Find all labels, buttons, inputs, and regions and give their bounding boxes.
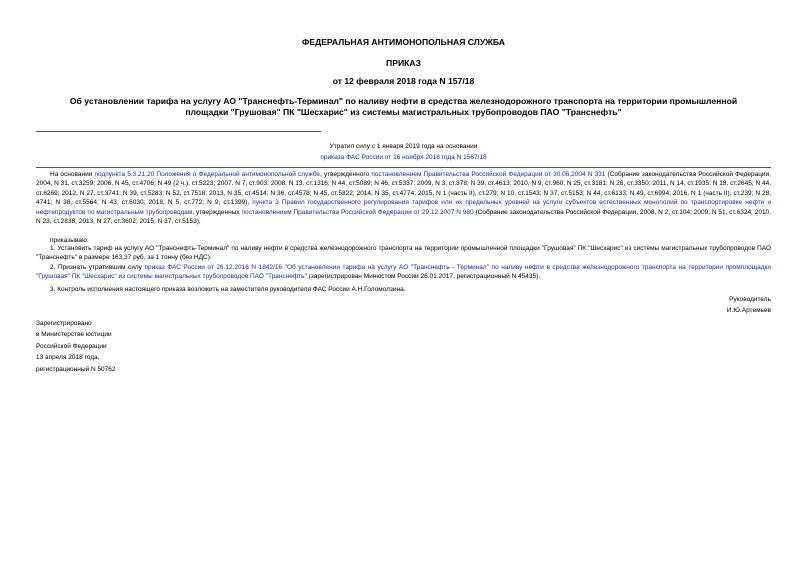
title-line-2: площадки "Грушовая" ПК "Шесхарис" из системы магистральных трубопроводов ПАО "Транснефть" xyxy=(185,106,622,117)
repeal-order-link[interactable]: приказа ФАС России от 16 ноября 2018 года N 1567/18 xyxy=(320,154,487,161)
date-number-heading: от 12 февраля 2018 года N 157/18 xyxy=(332,76,475,86)
order-item-1: 1. Установить тариф на услугу АО "Транснефть-Терминал" по наливу нефти в средства железнодорожного транспорта на территории промышленной площадки "Грушовая" ПК "Шесхарис" из системы магистральных трубопроводов ПАО "Транснефть" в размере 163,37 руб. за 1 тонну (без НДС). xyxy=(36,245,771,262)
signature-block xyxy=(571,295,771,316)
status-note: Утратил силу с 1 января 2019 года на основании xyxy=(329,143,478,150)
tariff-rules-link[interactable]: пункта 3 Правил государственного регулирования тарифов или их предельных уровней на услуги субъектов естественных монополий по транспортировке нефти и нефтепродуктов по магистральным трубопроводам xyxy=(36,199,771,216)
document-title xyxy=(36,96,771,117)
organization-heading: ФЕДЕРАЛЬНАЯ АНТИМОНОПОЛЬНАЯ СЛУЖБА xyxy=(302,37,505,47)
order-word: приказываю: xyxy=(50,237,89,244)
signer-name: И.Ю.Артемьев xyxy=(726,306,771,314)
title-line-1: Об установлении тарифа на услугу АО "Транснефть-Терминал" по наливу нефти в средства железнодорожного транспорта на территории промышленной xyxy=(69,96,738,106)
signer-position: Руководитель xyxy=(729,296,771,303)
long-divider xyxy=(36,167,771,168)
registration-line: 13 апреля 2018 года, xyxy=(36,354,100,362)
government-decree-331-link[interactable]: постановлением Правительства Российской Федерации от 30.06.2004 N 331 xyxy=(371,171,606,178)
order-item-3: 3. Контроль исполнения настоящего приказа возложить на заместителя руководителя ФАС России А.Н.Голомолзина. xyxy=(50,286,406,293)
doc-type-heading: ПРИКАЗ xyxy=(386,58,421,68)
preamble-paragraph: На основании подпункта 5.3.21.20 Положения о Федеральной антимонопольной службе, утвержденного постановлением Правительства Российской Федерации от 30.06.2004 N 331 (Собрание законодательства Российской Федерации, 2004, N 31, ст.3259; 2006, N 45, ст.4706; N 49 (2 ч.), ст.5223; 2007, N 7, ст.903; 2008, N 13, ст.1316; N 44, ст.5089; N 46, ст.5337; 2009, N 3, ст.378; N 39, ст.4613; 2010, N 9, ст.960; N 25, ст.3181; N 26, ст.3350; 2011, N 14, ст.1935; N 18, ст.2645; N 44, ст.6269; 2012, N 27, ст.3741; N 39, ст.5283; N 52, ст.7518; 2013, N 35, ст.4514; N 36, ст.4578; N 45, ст.5822; 2014, N 35, ст.4774; 2015, N 1 (часть II), ст.279; N 10, ст.1543; N 37, ст.5153; N 44, ст.6133; N 49, ст.6994; 2016, N 1 (часть II), ст.239; N 28, 4741; N 38, ст.5564; N 43, ст.6030; 2018, N 5, ст.772; N 9, ст.1399), пункта 3 Правил государственного регулирования тарифов или их предельных уровней на услуги субъектов естественных монополий по транспортировке нефти и нефтепродуктов по магистральным трубопроводам, утвержденных постановлением Правительства Российской Федерации от 29.12.2007 N 980 (Собрание законодательства Российской Федерации, 2008, N 2, ст.104; 2009, N 51, ст.6324; 2010, N 23, ст.2838; 2013, N 27, ст.3602; 2015, N 37, ст.5153), xyxy=(36,171,772,226)
order-item-2: 2. Признать утратившим силу приказ ФАС России от 26.12.2016 N 1842/16 "Об установлении тарифа на услугу АО "Транснефть - Терминал" по наливу нефти в средства железнодорожного транспорта на территории промплощадки "Грушовая" ПК "Шесхарис" из системы магистральных трубопроводов ПАО "Транснефть" (зарегистрирован Минюстом России 26.01.2017, регистрационный N 45435). xyxy=(36,264,771,281)
registration-line: регистрационный N 50762 xyxy=(36,365,116,373)
registration-line: в Министерстве юстиции xyxy=(36,331,112,339)
registration-line: Зарегистрировано xyxy=(36,320,92,327)
repealed-order-link[interactable]: приказ ФАС России от 26.12.2016 N 1842/16 "Об установлении тарифа на услугу АО "Транснефть - Терминал" по наливу нефти в средства железнодорожного транспорта на территории промплощадки "Грушовая" ПК "Шесхарис" из системы магистральных трубопроводов ПАО "Транснефть" xyxy=(36,264,771,281)
short-divider xyxy=(36,131,321,132)
regulation-subpoint-link[interactable]: подпункта 5.3.21.20 Положения о Федеральной антимонопольной службе xyxy=(94,171,321,178)
registration-block xyxy=(36,318,286,375)
registration-line: Российской Федерации xyxy=(36,342,107,350)
government-decree-980-link[interactable]: постановлением Правительства Российской Федерации от 29.12.2007 N 980 xyxy=(241,208,474,216)
